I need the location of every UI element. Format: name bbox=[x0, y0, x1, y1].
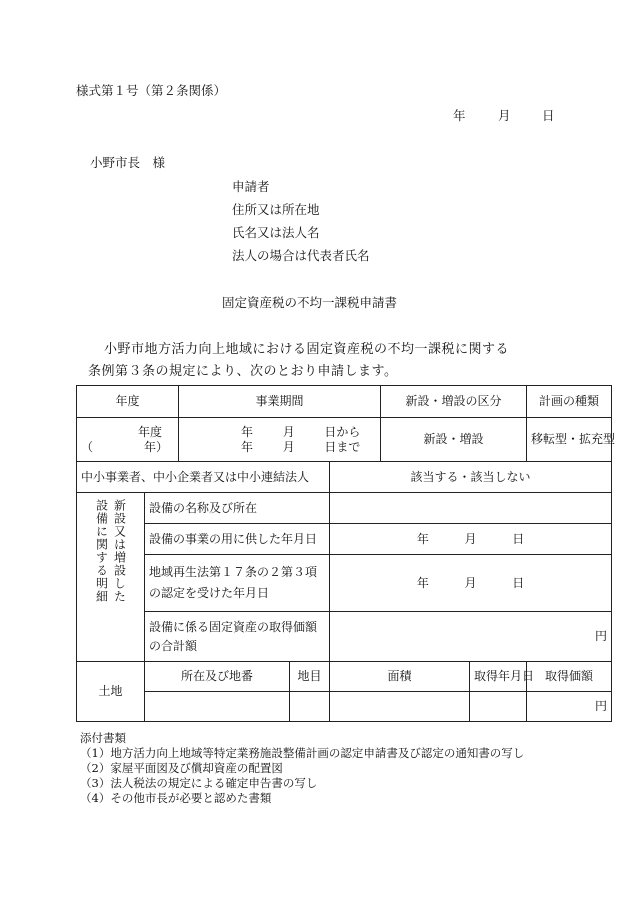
header-business-period: 事業期間 bbox=[179, 386, 381, 418]
land-category-input[interactable] bbox=[290, 692, 330, 722]
land-label: 土地 bbox=[77, 662, 145, 722]
land-acq-price-input[interactable] bbox=[527, 692, 612, 722]
land-acq-date-input[interactable] bbox=[470, 692, 527, 722]
in-service-month: 月 bbox=[464, 531, 477, 546]
sme-value[interactable]: 該当する・該当しない bbox=[330, 462, 612, 493]
date-year-label: 年 bbox=[453, 108, 466, 123]
header-fiscal-year: 年度 bbox=[77, 386, 179, 418]
applicant-heading: 申請者 bbox=[232, 179, 270, 194]
equipment-vertical-col2: 新設又は増設した bbox=[112, 499, 127, 603]
period-from-month: 月 bbox=[282, 424, 295, 439]
land-acq-date-header: 取得年月日 bbox=[470, 662, 527, 692]
lead-line-1: 小野市地方活力向上地域における固定資産税の不均一課税に関する bbox=[104, 342, 510, 357]
header-plan-type: 計画の種類 bbox=[527, 386, 612, 418]
lead-line-2: 条例第３条の規定により、次のとおり申請します。 bbox=[88, 364, 398, 379]
applicant-address-label: 住所又は所在地 bbox=[232, 202, 320, 217]
acquisition-cost-line1: 設備に係る固定資産の取得価額 bbox=[149, 619, 318, 634]
header-category: 新設・増設の区分 bbox=[381, 386, 527, 418]
fiscal-year-suffix: 年度 bbox=[138, 424, 163, 439]
category-value[interactable]: 新設・増設 bbox=[381, 418, 527, 462]
attachment-item-2: （2）家屋平面図及び償却資産の配置図 bbox=[80, 761, 283, 775]
land-location-input[interactable] bbox=[145, 692, 290, 722]
land-acq-price-header: 取得価額 bbox=[527, 662, 612, 692]
cert-day: 日 bbox=[512, 575, 525, 590]
certification-date-label bbox=[145, 555, 330, 612]
fiscal-year-gregorian-suffix: 年） bbox=[144, 439, 169, 454]
equipment-in-service-date-label: 設備の事業の用に供した年月日 bbox=[145, 524, 330, 555]
equipment-in-service-date-input[interactable] bbox=[330, 524, 612, 555]
equipment-section-label bbox=[77, 493, 145, 662]
attachments-heading: 添付書類 bbox=[80, 731, 126, 745]
cert-month: 月 bbox=[464, 575, 477, 590]
period-to-day: 日まで bbox=[324, 439, 361, 454]
attachment-item-1: （1）地方活力向上地域等特定業務施設整備計画の認定申請書及び認定の通知書の写し bbox=[80, 746, 525, 760]
land-category-header: 地目 bbox=[290, 662, 330, 692]
acquisition-cost-label bbox=[145, 612, 330, 662]
cert-year: 年 bbox=[416, 575, 429, 590]
fiscal-year-cell[interactable] bbox=[77, 418, 179, 462]
equipment-name-location-label: 設備の名称及び所在 bbox=[145, 493, 330, 524]
equipment-vertical-col1: 設備に関する明細 bbox=[94, 499, 109, 603]
addressee: 小野市長 様 bbox=[90, 155, 166, 170]
certification-label-line1: 地域再生法第１７条の２第３項 bbox=[149, 565, 318, 579]
period-from-year: 年 bbox=[241, 424, 254, 439]
land-area-header: 面積 bbox=[330, 662, 470, 692]
land-yen-unit: 円 bbox=[595, 699, 608, 713]
certification-label-line2: の認定を受けた年月日 bbox=[149, 586, 270, 600]
attachment-item-3: （3）法人税法の規定による確定申告書の写し bbox=[80, 776, 318, 790]
form-number: 様式第１号（第２条関係） bbox=[76, 83, 227, 98]
acquisition-cost-input[interactable] bbox=[330, 612, 612, 662]
date-month-label: 月 bbox=[498, 108, 511, 123]
applicant-name-label: 氏名又は法人名 bbox=[232, 225, 320, 240]
equipment-name-location-input[interactable] bbox=[330, 493, 612, 524]
acquisition-cost-line2: の合計額 bbox=[149, 638, 198, 653]
sme-label: 中小事業者、中小企業者又は中小連結法人 bbox=[77, 462, 330, 493]
date-day-label: 日 bbox=[542, 108, 555, 123]
land-area-input[interactable] bbox=[330, 692, 470, 722]
in-service-year: 年 bbox=[416, 531, 429, 546]
yen-unit: 円 bbox=[595, 629, 608, 643]
period-to-year: 年 bbox=[241, 439, 254, 454]
attachment-item-4: （4）その他市長が必要と認めた書類 bbox=[80, 791, 272, 805]
in-service-day: 日 bbox=[512, 531, 525, 546]
business-period-cell[interactable] bbox=[179, 418, 381, 462]
period-from-day: 日から bbox=[324, 424, 361, 439]
period-to-month: 月 bbox=[282, 439, 295, 454]
fiscal-year-open-paren: （ bbox=[81, 439, 94, 454]
document-title: 固定資産税の不均一課税申請書 bbox=[222, 295, 398, 310]
land-location-header: 所在及び地番 bbox=[145, 662, 290, 692]
certification-date-input[interactable] bbox=[330, 555, 612, 612]
plan-type-value[interactable]: 移転型・拡充型 bbox=[527, 418, 612, 462]
application-table bbox=[76, 385, 616, 722]
applicant-representative-label: 法人の場合は代表者氏名 bbox=[232, 248, 370, 263]
